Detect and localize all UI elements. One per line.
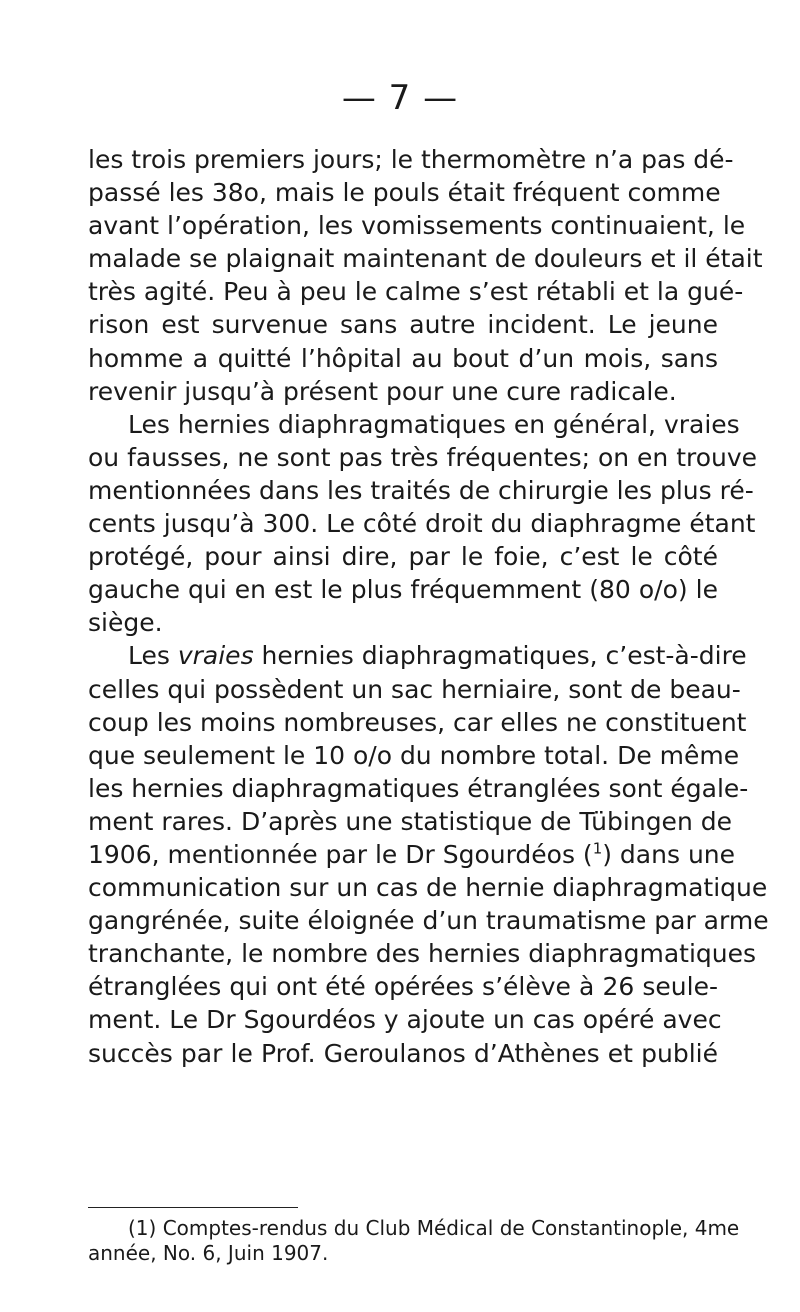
- text-fragment: ment. Le Dr Sgourdéos y ajoute un cas opéré avec: [88, 1005, 722, 1035]
- text-line: [88, 1037, 718, 1070]
- text-fragment: cents jusqu’à 300. Le côté droit du diaphragme étant: [88, 509, 756, 539]
- text-line: [88, 242, 763, 275]
- text-line: [88, 805, 732, 838]
- text-fragment: mentionnées dans les traités de chirurgie les plus ré-: [88, 475, 754, 505]
- footnote: [88, 1216, 740, 1266]
- text-fragment: rison est survenue sans autre incident. Le jeune: [88, 310, 718, 340]
- page-number: — 7 —: [341, 78, 459, 118]
- text-line: [88, 739, 740, 772]
- text-line: [88, 970, 718, 1003]
- text-fragment: siège.: [88, 608, 163, 638]
- footnote-divider: [88, 1207, 298, 1208]
- text-line: [88, 871, 768, 904]
- text-fragment: ou fausses, ne sont pas très fréquentes; on en trouve: [88, 442, 758, 472]
- text-fragment: tranchante, le nombre des hernies diaphragmatiques: [88, 939, 757, 969]
- text-fragment: passé les 38o, mais le pouls était fréquent comme: [88, 178, 721, 208]
- text-line: [88, 143, 734, 176]
- text-fragment: étranglées qui ont été opérées s’élève à 26 seule-: [88, 972, 718, 1002]
- text-fragment: malade se plaignait maintenant de douleurs et il était: [88, 244, 763, 274]
- body-text: [88, 143, 769, 1070]
- text-line: [88, 441, 758, 474]
- text-fragment: Les: [128, 641, 178, 671]
- text-fragment: 1906, mentionnée par le Dr Sgourdéos (: [88, 839, 593, 869]
- text-fragment: ment rares. D’après une statistique de Tübingen de: [88, 806, 732, 836]
- footnote-reference: 1: [592, 839, 603, 858]
- text-line: [88, 573, 718, 606]
- text-fragment: que seulement le 10 o/o du nombre total. De même: [88, 740, 740, 770]
- text-fragment: revenir jusqu’à présent pour une cure radicale.: [88, 376, 677, 406]
- text-fragment: les trois premiers jours; le thermomètre n’a pas dé-: [88, 145, 734, 174]
- text-fragment: avant l’opération, les vomissements continuaient, le: [88, 211, 746, 241]
- text-line: [88, 639, 747, 672]
- text-line: [88, 706, 747, 739]
- text-line: [88, 772, 749, 805]
- text-fragment: les hernies diaphragmatiques étranglées sont égale-: [88, 773, 749, 803]
- text-line: [88, 904, 769, 937]
- text-line: [88, 673, 741, 706]
- text-fragment: coup les moins nombreuses, car elles ne constituent: [88, 707, 747, 737]
- text-line: [88, 838, 736, 871]
- text-fragment: communication sur un cas de hernie diaphragmatique: [88, 873, 768, 903]
- text-fragment: Les hernies diaphragmatiques en général, vraies: [128, 409, 740, 439]
- footnote-line: année, No. 6, Juin 1907.: [88, 1241, 329, 1265]
- text-line: [88, 1003, 722, 1036]
- text-fragment: ) dans une: [602, 839, 736, 869]
- text-line: [88, 540, 718, 573]
- footnote-line: (1) Comptes-rendus du Club Médical de Constantinople, 4me: [128, 1216, 740, 1240]
- text-line: [88, 209, 746, 242]
- text-fragment: succès par le Prof. Geroulanos d’Athènes et publié: [88, 1038, 718, 1068]
- text-line: [88, 342, 718, 375]
- text-fragment: très agité. Peu à peu le calme s’est rétabli et la gué-: [88, 277, 744, 307]
- italic-word: vraies: [177, 641, 254, 671]
- text-line: [88, 308, 718, 341]
- text-line: [88, 507, 756, 540]
- text-fragment: celles qui possèdent un sac herniaire, sont de beau-: [88, 674, 741, 704]
- text-line: [88, 275, 744, 308]
- text-fragment: hernies diaphragmatiques, c’est-à-dire: [253, 641, 747, 671]
- text-line: [88, 937, 757, 970]
- text-line: [88, 176, 721, 209]
- text-line: [88, 474, 754, 507]
- text-line: [88, 375, 718, 408]
- text-fragment: gangrénée, suite éloignée d’un traumatisme par arme: [88, 906, 769, 936]
- text-fragment: gauche qui en est le plus fréquemment (80 o/o) le: [88, 575, 718, 605]
- text-fragment: protégé, pour ainsi dire, par le foie, c’est le côté: [88, 542, 718, 572]
- text-line: [88, 408, 740, 441]
- text-fragment: homme a quitté l’hôpital au bout d’un mois, sans: [88, 343, 718, 373]
- text-line: [88, 606, 718, 639]
